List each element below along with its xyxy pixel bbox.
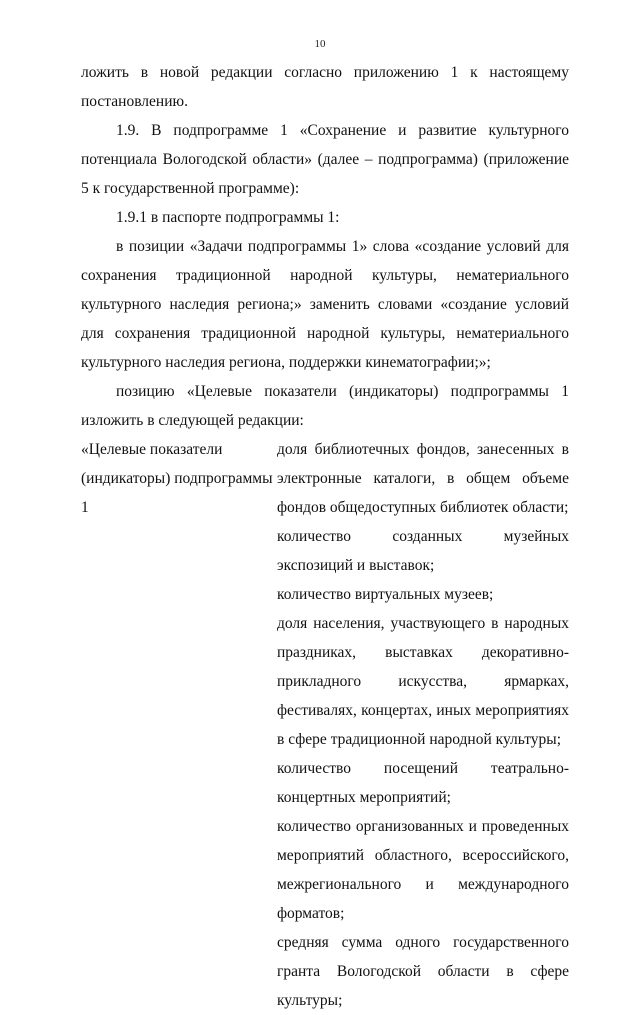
paragraph-continuation: ложить в новой редакции согласно приложению 1 к настоящему постановлению. [81,64,569,110]
indicator-item: количество созданных музейных экспозиций и выставок; [277,528,569,574]
indicators-block [81,435,569,1015]
document-body [81,58,569,1015]
indicator-item: количество посещений театрально-концертных мероприятий; [277,760,569,806]
indicator-item: средняя сумма одного государственного гранта Вологодской области в сфере культуры; [277,934,569,1009]
indicator-item: количество организованных и проведенных мероприятий областного, всероссийского, межрегионального и международного форматов; [277,818,569,922]
paragraph-tasks: в позиции «Задачи подпрограммы 1» слова «создание условий для сохранения традиционной народной культуры, нематериального культурного наследия региона;» заменить словами «создание условий для сохранения традиционной народной культуры, нематериального культурного наследия региона, поддержки кинематографии;»; [81,238,569,371]
indicator-item: доля населения, участвующего в народных праздниках, выставках декоративно-прикладного искусства, ярмарках, фестивалях, концертах, иных мероприятиях в сфере традиционной народной культуры; [277,615,569,748]
paragraph-1-9: 1.9. В подпрограмме 1 «Сохранение и развитие культурного потенциала Вологодской области» (далее – подпрограмма) (приложение 5 к государственной программе): [81,122,569,197]
indicators-label: «Целевые показатели (индикаторы) подпрограммы 1 [81,441,273,516]
paragraph-1-9-1: 1.9.1 в паспорте подпрограммы 1: [116,209,340,226]
paragraph-indicators-intro: позицию «Целевые показатели (индикаторы) подпрограммы 1 изложить в следующей редакции: [81,383,569,429]
indicators-list [277,435,569,1015]
indicator-item: количество виртуальных музеев; [277,586,494,603]
page-number: 10 [314,38,326,50]
indicator-item: доля библиотечных фондов, занесенных в электронные каталоги, в общем объеме фондов общедоступных библиотек области; [277,441,569,516]
